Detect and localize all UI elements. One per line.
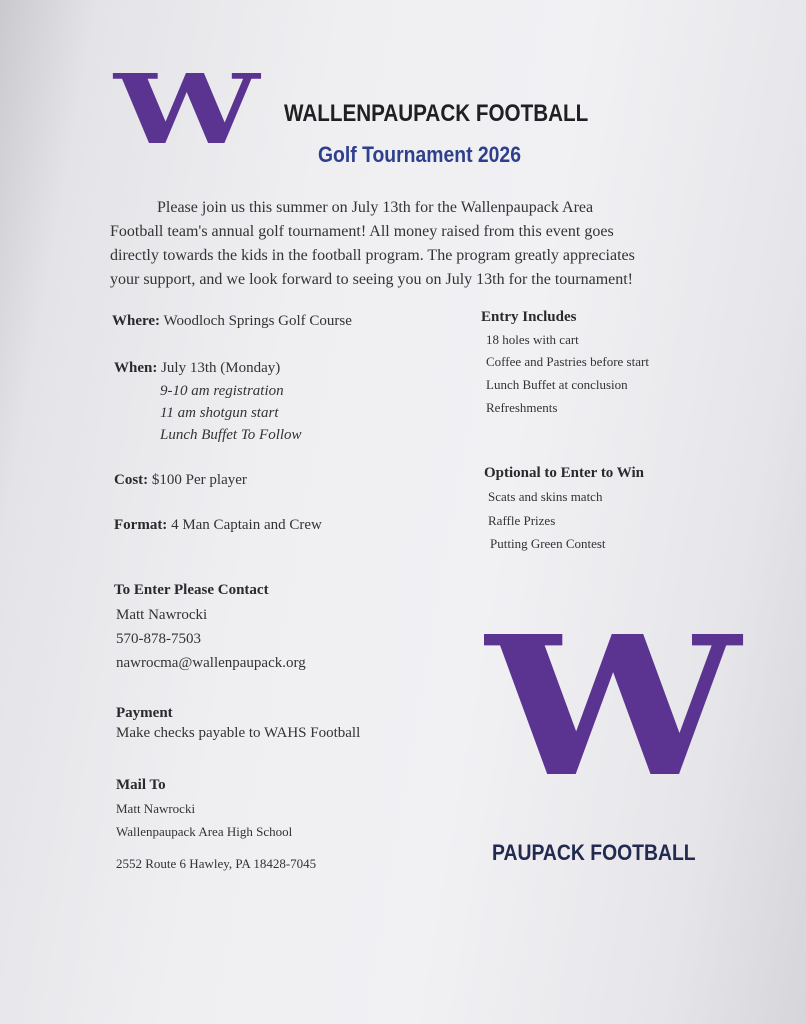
entry-heading: Entry Includes [481,309,577,325]
format-label: Format: [114,517,168,533]
contact-name: Matt Nawrocki [116,607,208,623]
contact-email: nawrocma@wallenpaupack.org [116,655,306,671]
intro-line: Football team's annual golf tournament! All money raised from this event goes [110,223,614,240]
entry-item: Coffee and Pastries before start [486,354,649,369]
where-label: Where: [112,313,161,329]
when-label: When: [114,360,158,376]
intro-line: your support, and we look forward to seeing you on July 13th for the tournament! [110,271,634,288]
footer-brand: PAUPACK FOOTBALL [492,840,696,865]
contact-phone: 570-878-7503 [116,631,201,647]
payment-heading: Payment [116,705,173,721]
optional-heading: Optional to Enter to Win [484,465,645,481]
mail-name: Matt Nawrocki [116,801,196,816]
intro-paragraph [110,196,710,292]
schedule-item: Lunch Buffet To Follow [160,427,302,443]
entry-item: 18 holes with cart [486,332,579,347]
contact-heading: To Enter Please Contact [114,582,269,598]
mail-school: Wallenpaupack Area High School [116,824,293,839]
cost-label: Cost: [114,472,149,488]
where-value: Woodloch Springs Golf Course [163,313,352,329]
optional-item: Putting Green Contest [490,536,606,551]
where-row [112,313,352,330]
w-logo-small: W [114,53,255,166]
mail-address: 2552 Route 6 Hawley, PA 18428-7045 [116,856,317,871]
optional-item: Scats and skins match [488,489,603,504]
format-value: 4 Man Captain and Crew [171,517,322,533]
format-row [114,517,322,534]
entry-item: Lunch Buffet at conclusion [486,377,628,392]
cost-value: $100 Per player [151,472,247,488]
schedule-item: 9-10 am registration [160,383,284,399]
schedule-item: 11 am shotgun start [160,405,279,421]
optional-item: Raffle Prizes [488,513,556,528]
flyer-subtitle: Golf Tournament 2026 [318,142,521,167]
intro-line: Please join us this summer on July 13th for the Wallenpaupack Area [157,199,594,216]
payment-text: Make checks payable to WAHS Football [116,725,361,741]
entry-item: Refreshments [486,400,558,415]
mail-heading: Mail To [116,777,166,793]
intro-line: directly towards the kids in the football program. The program greatly appreciates [110,247,635,264]
when-row [114,360,280,377]
when-value: July 13th (Monday) [161,360,281,376]
w-logo-large: W [486,595,736,820]
cost-row [114,472,247,489]
flyer-title: WALLENPAUPACK FOOTBALL [284,100,589,127]
